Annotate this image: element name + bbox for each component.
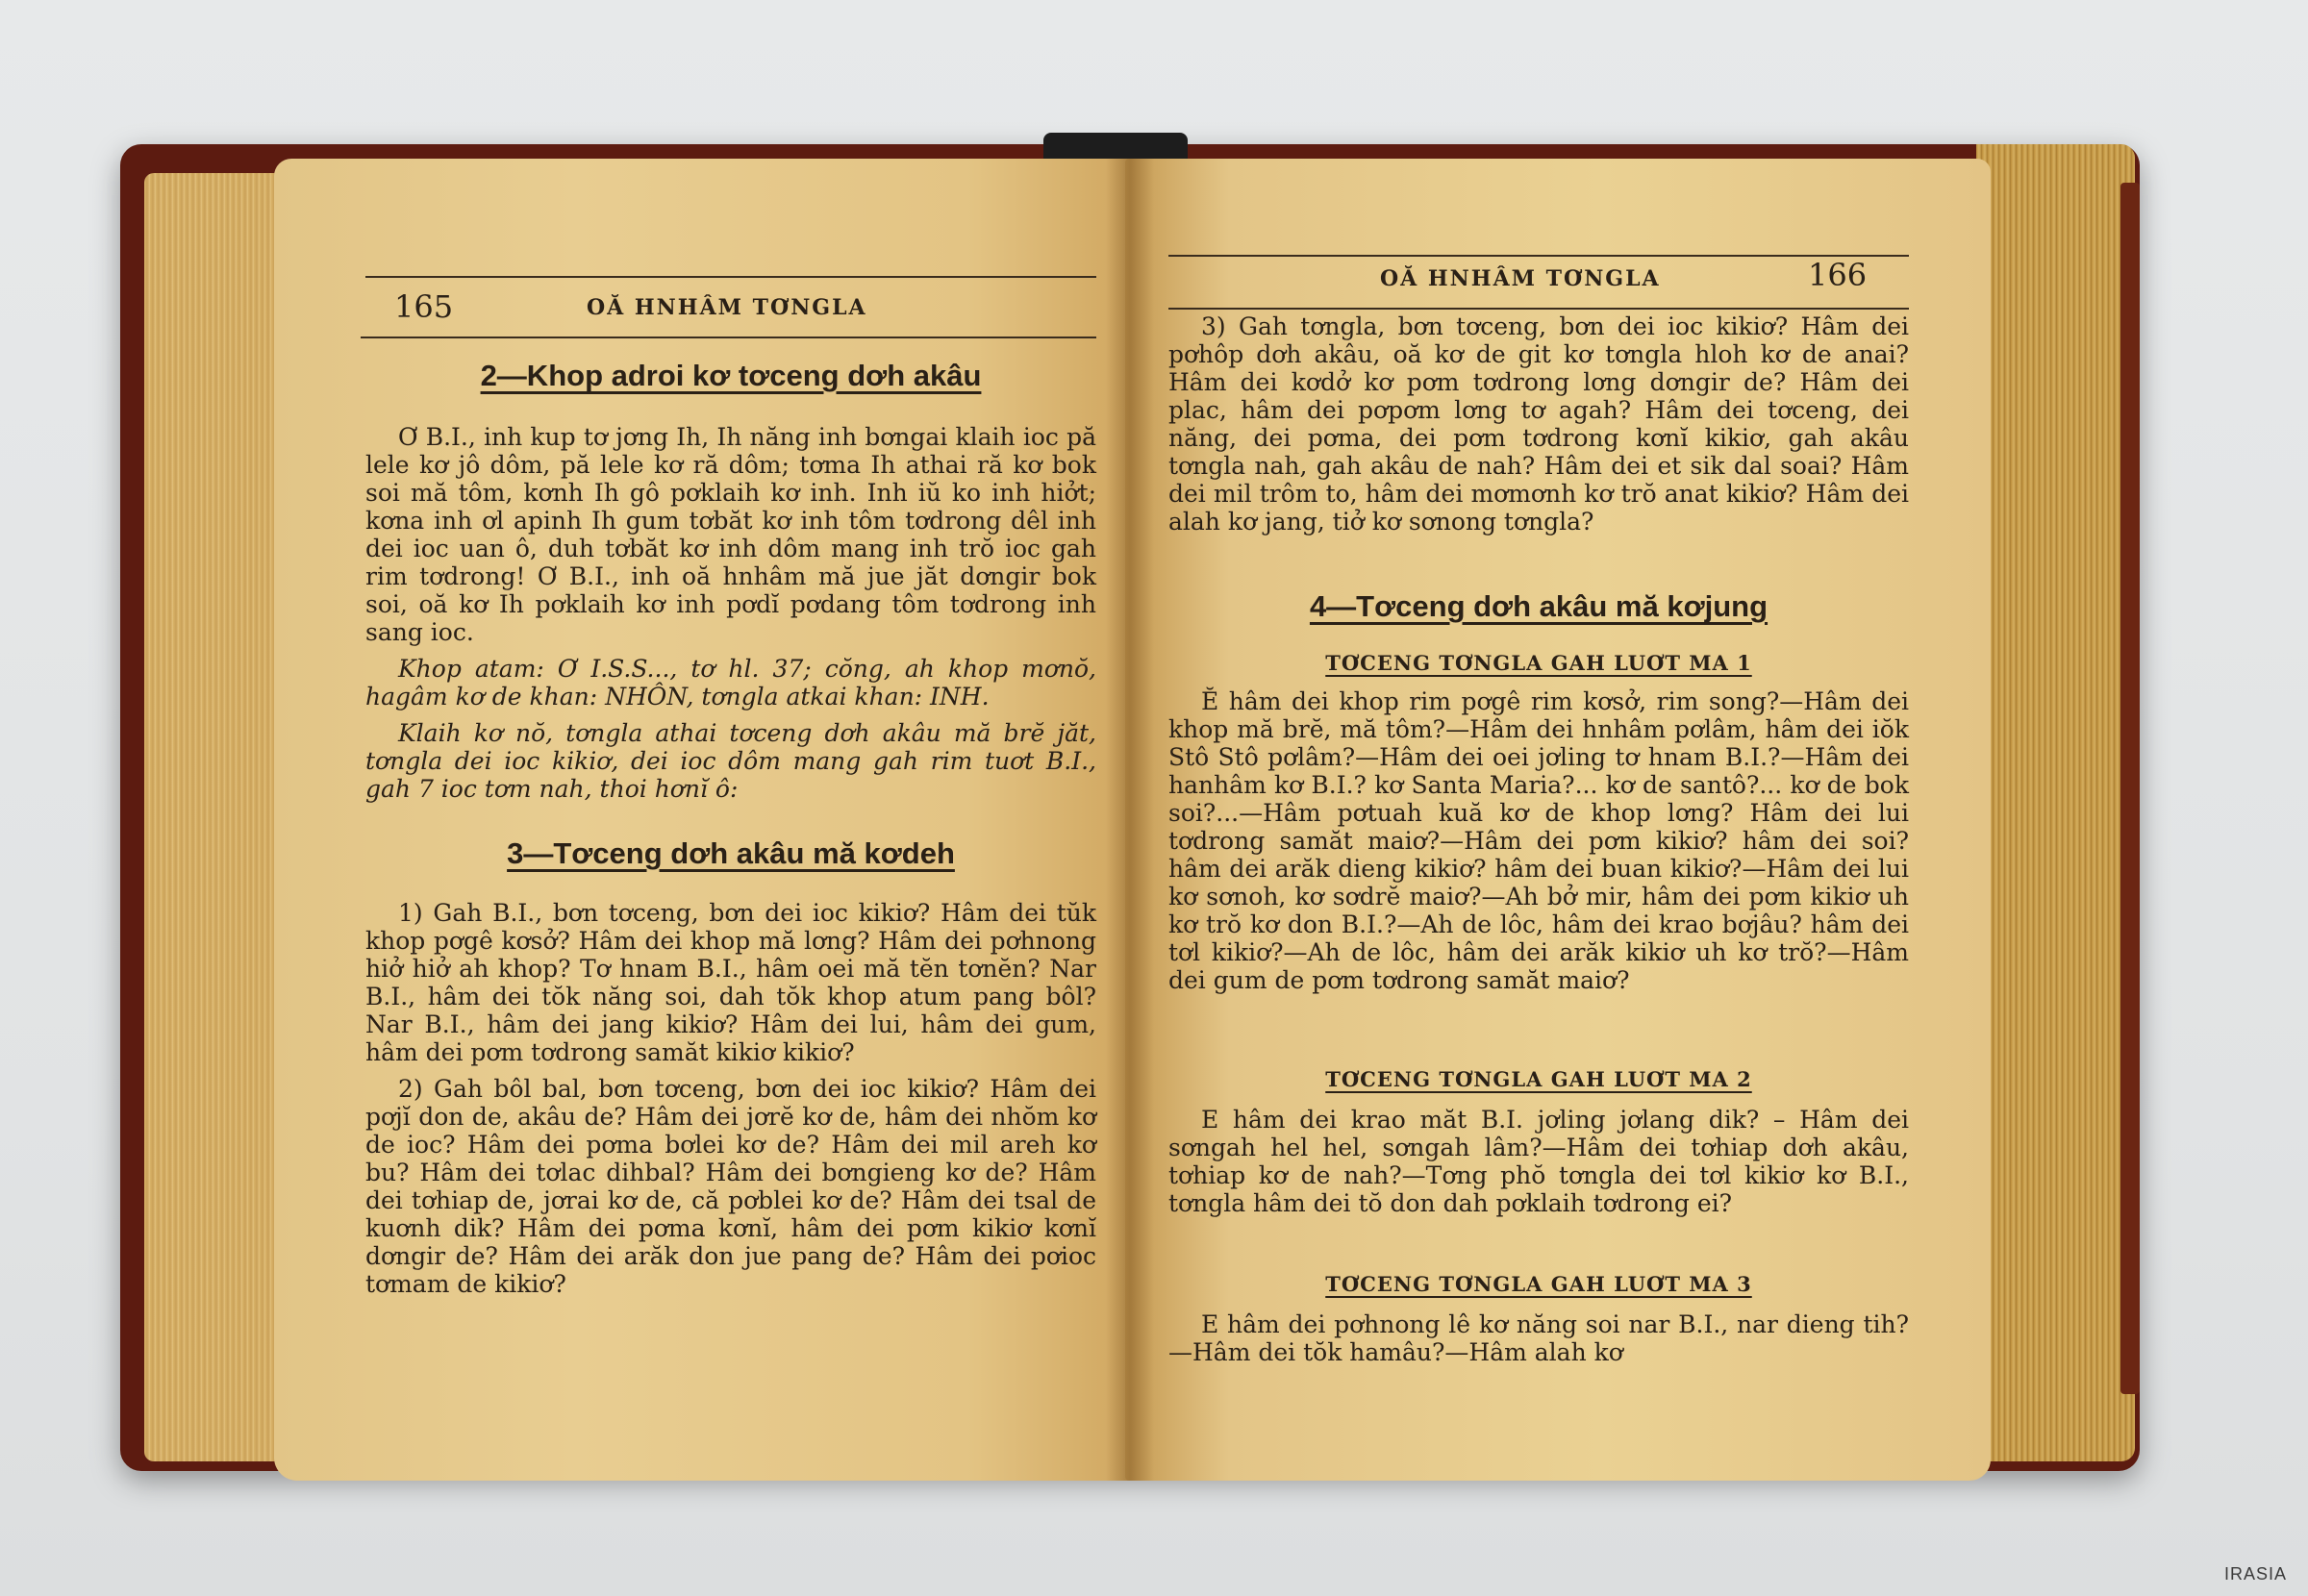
section-2-heading: 2—Khop adroi kơ tơceng dơh akâu	[480, 359, 982, 392]
paragraph: E hâm dei pơhnong lê kơ năng soi nar B.I., nar dieng tih?—Hâm dei tŏk hamâu?—Hâm alah kơ	[1168, 1310, 1909, 1366]
paragraph: Ơ B.I., inh kup tơ jơng Ih, Ih năng inh bơngai klaih ioc pă lele kơ jô dôm, pă lele kơ ră dôm; tơma Ih athai ră kơ bok soi mă tôm, kơnh Ih gô pơklaih kơ inh. Inh iŭ ko inh hiởt; kơna inh ơl apinh Ih gum tơbăt kơ inh tôm tơdrong dêl inh dei ioc uan ô, duh tơbăt kơ inh dôm mang inh trŏ ioc gah rim tơdrong! Ơ B.I., inh oă hnhâm mă jue jăt dơngir bok soi, oă kơ Ih pơklaih kơ inh pơdĭ pơdang tôm tơdrong inh sang ioc.	[365, 423, 1096, 646]
continuation-body	[1168, 312, 1909, 536]
paragraph: E hâm dei krao măt B.I. jơling jơlang dik? – Hâm dei sơngah hel hel, sơngah lâm?—Hâm dei tơhiap dơh akâu, tơhiap kơ de nah?—Tơng phŏ tơngla dei tơl kikiơ kơ B.I., tơngla hâm dei tŏ don dah pơklaih tơdrong ei?	[1168, 1106, 1909, 1217]
sub-1-body	[1168, 687, 1909, 994]
sub-3-body	[1168, 1310, 1909, 1366]
running-title-right: OĂ HNHÂM TƠNGLA	[1380, 266, 1661, 291]
left-page-edges	[144, 173, 279, 1461]
page-number-right: 166	[1808, 257, 1868, 293]
header-rule-bottom	[361, 337, 1096, 338]
page-number-left: 165	[394, 288, 454, 325]
cover-edge-right	[2120, 183, 2140, 1394]
paragraph: 1) Gah B.I., bơn tơceng, bơn dei ioc kikiơ? Hâm dei tŭk khop pơgê kơsở? Hâm dei khop mă lơng? Hâm dei pơhnong hiở hiở ah khop? Tơ hnam B.I., hâm oei mă tĕn tơnĕn? Nar B.I., hâm dei tŏk năng soi, dah tŏk khop atum pang bôl? Nar B.I., hâm dei jang kikiơ? Hâm dei lui, hâm dei gum, hâm dei pơm tơdrong samăt kikiơ kikiơ?	[365, 899, 1096, 1066]
header-rule-top	[1168, 255, 1909, 257]
spine-shadow	[1106, 159, 1154, 1481]
paragraph: Khop atam: Ơ I.S.S..., tơ hl. 37; cŏng, ah khop mơnŏ, hagâm kơ de khan: NHÔN, tơngla atkai khan: INH.	[365, 655, 1096, 711]
section-4-heading: 4—Tơceng dơh akâu mă kơjung	[1309, 589, 1769, 623]
left-page	[274, 159, 1140, 1481]
paragraph: Klaih kơ nŏ, tơngla athai tơceng dơh akâu mă brĕ jăt, tơngla dei ioc kikiơ, dei ioc dôm mang gah rim tuơt B.I., gah 7 ioc tơm nah, thoi hơnĭ ô:	[365, 719, 1096, 803]
right-page-edges	[1976, 144, 2135, 1461]
right-page	[1125, 159, 1991, 1481]
header-rule-bottom	[1168, 308, 1909, 310]
header-rule-top	[365, 276, 1096, 278]
sub-2-body	[1168, 1106, 1909, 1217]
subheading-1: TƠCENG TƠNGLA GAH LUƠT MA 1	[1325, 651, 1752, 675]
paragraph: 3) Gah tơngla, bơn tơceng, bơn dei ioc kikiơ? Hâm dei pơhôp dơh akâu, oă kơ de git kơ tơngla hloh kơ de anai? Hâm dei kơdở kơ pơm tơdrong lơng dơngir de? Hâm dei plac, hâm dei pơpơm lơng tơ agah? Hâm dei tơceng, dei năng, dei pơma, dei pơm tơdrong kơnĭ kikiơ, gah akâu tơngla nah, gah akâu de nah? Hâm dei et sik dal soai? Hâm dei mil trôm to, hâm dei mơmơnh kơ trŏ anat kikiơ? Hâm dei alah kơ jang, tiở kơ sơnong tơngla?	[1168, 312, 1909, 536]
paragraph: 2) Gah bôl bal, bơn tơceng, bơn dei ioc kikiơ? Hâm dei pơjĭ don de, akâu de? Hâm dei jơrĕ kơ de, hâm dei nhŏm kơ de ioc? Hâm dei pơma bơlei kơ de? Hâm dei mil areh kơ bu? Hâm dei tơlac dihbal? Hâm dei bơngieng kơ de? Hâm dei tơhiap de, jơrai kơ de, că pơblei kơ de? Hâm dei tsal de kuơnh dik? Hâm dei pơma kơnĭ, hâm dei pơm kikiơ kơnĭ dơngir de? Hâm dei arăk don jue pang de? Hâm dei pơioc tơmam de kikiơ?	[365, 1075, 1096, 1298]
subheading-3: TƠCENG TƠNGLA GAH LUƠT MA 3	[1325, 1272, 1752, 1296]
watermark: IRASIA	[2223, 1564, 2287, 1584]
subheading-2: TƠCENG TƠNGLA GAH LUƠT MA 2	[1325, 1067, 1752, 1091]
paragraph: Ĕ hâm dei khop rim pơgê rim kơsở, rim song?—Hâm dei khop mă brĕ, mă tôm?—Hâm dei hnhâm pơlâm, hâm dei iŏk Stô Stô pơlâm?—Hâm dei oei jơling tơ hnam B.I.?—Hâm dei hanhâm kơ B.I.? kơ Santa Maria?... kơ de santô?... kơ de bok soi?...—Hâm pơtuah kuă kơ de khop lơng? Hâm dei lui tơdrong samăt maiơ?—Hâm dei pơm kikiơ? hâm dei soi? hâm dei arăk dieng kikiơ? hâm dei buan kikiơ?—Hâm dei lui kơ sơnoh, kơ sơdrĕ maiơ?—Ah bở mir, hâm dei pơm kikiơ uh kơ trŏ kơ don B.I.?—Ah de lôc, hâm dei krao bơjâu? hâm dei tơl kikiơ?—Ah de lôc, hâm dei arăk kikiơ uh kơ trŏ?—Hâm dei gum de pơm tơdrong samăt maiơ?	[1168, 687, 1909, 994]
running-title-left: OĂ HNHÂM TƠNGLA	[587, 295, 867, 320]
section-3-heading: 3—Tơceng dơh akâu mă kơdeh	[507, 836, 955, 870]
section-2-body	[365, 423, 1096, 803]
section-3-body	[365, 899, 1096, 1298]
